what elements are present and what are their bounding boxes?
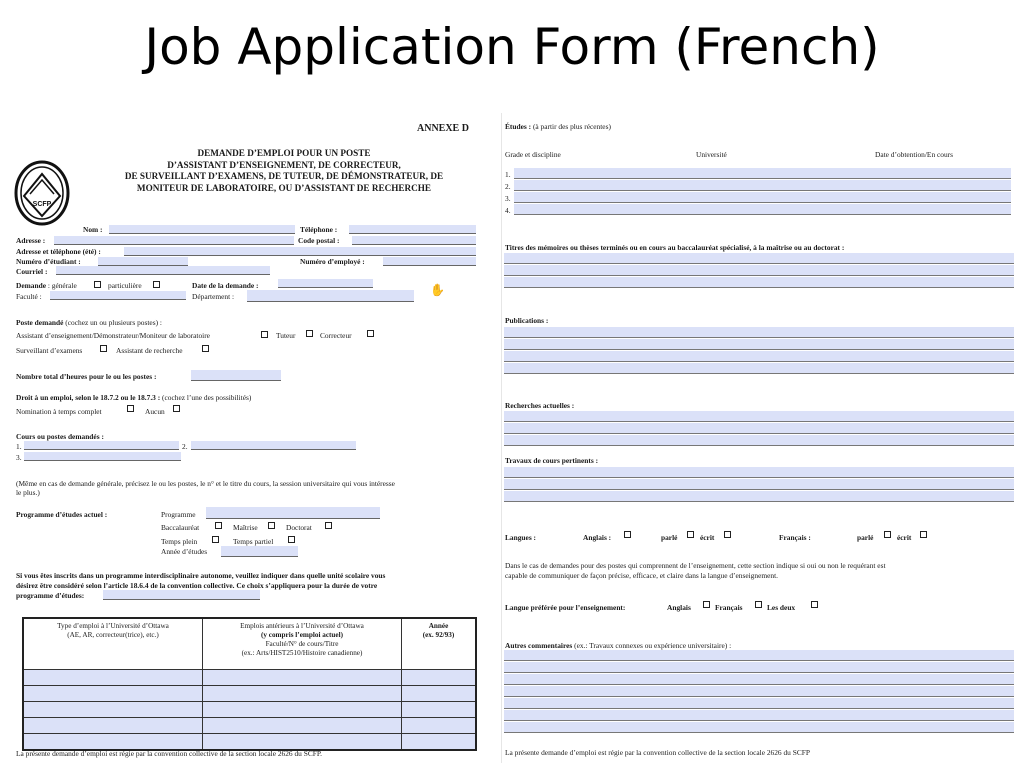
nom-field[interactable]: [109, 225, 295, 234]
commentaires-title: Autres commentaires: [505, 641, 573, 650]
cours-field-2[interactable]: [191, 441, 356, 450]
langue-pref-deux-label: Les deux: [767, 603, 796, 612]
publications-row[interactable]: [504, 327, 1014, 338]
hand-cursor-icon: ✋: [430, 283, 445, 297]
etudes-row-4[interactable]: [514, 204, 1011, 215]
header-line: DEMANDE D’EMPLOI POUR UN POSTE: [197, 148, 371, 158]
titres-row[interactable]: [504, 265, 1014, 276]
heures-field[interactable]: [191, 370, 281, 381]
nom-label: Nom :: [83, 225, 103, 234]
cours-num-1: 1.: [16, 442, 22, 451]
temps-plein-checkbox[interactable]: [212, 536, 219, 543]
travaux-row[interactable]: [504, 467, 1014, 478]
opt-tuteur-label: Tuteur: [276, 331, 296, 340]
interdisciplinaire-line: programme d’études:: [16, 591, 85, 600]
temps-plein-label: Temps plein: [161, 537, 198, 546]
titres-heading: Titres des mémoires ou thèses terminés ou en cours au baccalauréat spécialisé, à la maîtrise ou au doctorat :: [505, 243, 845, 252]
code-postal-label: Code postal :: [298, 236, 340, 245]
generale-label: : générale: [47, 281, 77, 290]
col-header-line: (ex.: Arts/HIST2510/Histoire canadienne): [241, 649, 363, 657]
table-cell[interactable]: [23, 718, 203, 734]
header-line: D’ASSISTANT D’ENSEIGNEMENT, DE CORRECTEUR,: [167, 159, 401, 170]
titres-row[interactable]: [504, 277, 1014, 288]
anglais-checkbox[interactable]: [624, 531, 631, 538]
etudes-num: 3.: [505, 194, 511, 203]
francais-ecrit-label: écrit: [897, 533, 912, 542]
table-row: [23, 702, 476, 718]
anglais-parle-label: parlé: [661, 533, 678, 542]
commentaires-row[interactable]: [504, 674, 1014, 685]
form-header: [88, 148, 480, 194]
publications-row[interactable]: [504, 351, 1014, 362]
anglais-parle-checkbox[interactable]: [687, 531, 694, 538]
recherches-heading: Recherches actuelles :: [505, 401, 575, 410]
numero-etudiant-field[interactable]: [98, 257, 188, 266]
faculte-label: Faculté :: [16, 292, 42, 301]
etudes-row-3[interactable]: [514, 192, 1011, 203]
cours-field-3[interactable]: [24, 452, 181, 461]
nomination-label: Nomination à temps complet: [16, 407, 102, 416]
demande-row: [16, 282, 77, 289]
demande-label: Demande: [16, 281, 46, 290]
telephone-field[interactable]: [349, 225, 476, 234]
col-grade-label: Grade et discipline: [505, 150, 561, 159]
table-cell[interactable]: [203, 686, 402, 702]
page-divider: [501, 113, 502, 763]
etudes-num: 4.: [505, 206, 511, 215]
table-cell[interactable]: [402, 734, 477, 751]
courriel-label: Courriel :: [16, 267, 48, 276]
table-cell[interactable]: [23, 686, 203, 702]
travaux-heading: Travaux de cours pertinents :: [505, 456, 599, 465]
interdisciplinaire-line: désirez être considéré selon l’article 18.6.4 de la convention collective. Ce choix s’appliquera pour la durée de votre: [16, 581, 378, 590]
temps-partiel-checkbox[interactable]: [288, 536, 295, 543]
header-line: MONITEUR DE LABORATOIRE, OU D’ASSISTANT DE RECHERCHE: [136, 182, 432, 193]
publications-row[interactable]: [504, 363, 1014, 374]
note-generale-line-1: (Même en cas de demande générale, précisez le ou les postes, le n° et le titre du cours, la session universitaire qui vous intéresse: [16, 479, 395, 488]
date-demande-field[interactable]: [278, 279, 373, 288]
surveillant-checkbox[interactable]: [100, 345, 107, 352]
publications-heading: Publications :: [505, 316, 549, 325]
opt-recherche-label: Assistant de recherche: [116, 346, 183, 355]
maitrise-label: Maîtrise: [233, 523, 258, 532]
recherches-row[interactable]: [504, 435, 1014, 446]
anglais-label: Anglais :: [583, 533, 612, 542]
etudes-num: 2.: [505, 182, 511, 191]
unite-scolaire-field[interactable]: [103, 590, 260, 600]
table-cell[interactable]: [23, 734, 203, 751]
opt-assistant-label: Assistant d’enseignement/Démonstrateur/Moniteur de laboratoire: [16, 331, 210, 340]
table-header-row: [23, 618, 476, 670]
langue-pref-francais-label: Français: [715, 603, 743, 612]
telephone-label: Téléphone :: [300, 225, 338, 234]
courriel-field[interactable]: [56, 266, 270, 275]
poste-heading: [16, 319, 162, 326]
droit-note: (cochez l’une des possibilités): [162, 393, 252, 402]
etudes-title: Études :: [505, 122, 532, 131]
note-generale-line-2: le plus.): [16, 488, 40, 497]
nomination-checkbox[interactable]: [127, 405, 134, 412]
adresse-label: Adresse :: [16, 236, 46, 245]
langue-pref-anglais-checkbox[interactable]: [703, 601, 710, 608]
etudes-num: 1.: [505, 170, 511, 179]
langue-pref-label: Langue préférée pour l’enseignement:: [505, 603, 626, 612]
table-cell[interactable]: [203, 718, 402, 734]
table-cell[interactable]: [23, 702, 203, 718]
table-row: [23, 734, 476, 751]
slide-title: Job Application Form (French): [144, 18, 880, 76]
poste-note: (cochez un ou plusieurs postes) :: [65, 318, 162, 327]
programme-field[interactable]: [206, 507, 380, 519]
etudes-heading: [505, 123, 611, 130]
scfp-logo: [14, 160, 70, 226]
faculte-field[interactable]: [50, 291, 186, 300]
anglais-ecrit-checkbox[interactable]: [724, 531, 731, 538]
commentaires-heading: [505, 642, 731, 649]
table-cell[interactable]: [402, 670, 477, 686]
col-date-label: Date d’obtention/En cours: [875, 150, 953, 159]
francais-label: Français :: [779, 533, 811, 542]
baccalaureat-label: Baccalauréat: [161, 523, 200, 532]
travaux-row[interactable]: [504, 479, 1014, 490]
travaux-row[interactable]: [504, 491, 1014, 502]
opt-correcteur-label: Correcteur: [320, 331, 352, 340]
commentaires-row[interactable]: [504, 698, 1014, 709]
table-cell[interactable]: [402, 686, 477, 702]
col-header-line: Emplois antérieurs à l’Université d’Ottawa: [240, 622, 364, 630]
table-cell[interactable]: [203, 670, 402, 686]
etudes-row-1[interactable]: [514, 168, 1011, 179]
col-header-line: (y compris l’emploi actuel): [260, 631, 344, 639]
doctorat-label: Doctorat: [286, 523, 312, 532]
commentaires-row[interactable]: [504, 686, 1014, 697]
date-demande-label: Date de la demande :: [192, 281, 259, 290]
langues-label: Langues :: [505, 533, 537, 542]
table-cell[interactable]: [203, 734, 402, 751]
droit-title: Droit à un emploi, selon le 18.7.2 ou le 18.7.3 :: [16, 393, 161, 402]
right-footer: La présente demande d’emploi est régie par la convention collective de la section locale 2626 du SCFP: [505, 748, 810, 757]
temps-partiel-label: Temps partiel: [233, 537, 274, 546]
correcteur-checkbox[interactable]: [367, 330, 374, 337]
francais-ecrit-checkbox[interactable]: [920, 531, 927, 538]
poste-title: Poste demandé: [16, 318, 64, 327]
table-row: [23, 670, 476, 686]
annex-label: ANNEXE D: [417, 123, 469, 134]
numero-employe-label: Numéro d’employé :: [300, 257, 365, 266]
departement-label: Département :: [192, 292, 235, 301]
col-header-annee: [402, 618, 477, 670]
header-line: DE SURVEILLANT D’EXAMENS, DE TUTEUR, DE DÉMONSTRATEUR, DE: [124, 171, 444, 181]
employment-table: [22, 617, 477, 751]
doctorat-checkbox[interactable]: [325, 522, 332, 529]
programme-heading: Programme d’études actuel :: [16, 510, 108, 519]
tuteur-checkbox[interactable]: [306, 330, 313, 337]
departement-field[interactable]: [247, 290, 414, 302]
publications-row[interactable]: [504, 339, 1014, 350]
table-cell[interactable]: [402, 718, 477, 734]
interdisciplinaire-line: Si vous êtes inscrits dans un programme interdisciplinaire autonome, veuillez indiquer dans quelle unité scolaire vous: [16, 571, 386, 580]
left-footer: La présente demande d’emploi est régie par la convention collective de la section locale 2626 du SCFP.: [16, 749, 322, 758]
cours-num-2: 2.: [182, 442, 188, 451]
recherches-row[interactable]: [504, 411, 1014, 422]
particuliere-checkbox[interactable]: [153, 281, 160, 288]
col-header-emplois: [203, 618, 402, 670]
cours-num-3: 3.: [16, 453, 22, 462]
col-header-line: (AE, AR, correcteur(trice), etc.): [67, 631, 159, 639]
col-header-line: (ex. 92/93): [422, 631, 455, 639]
annee-label: Année d’études: [161, 547, 208, 556]
commentaires-row[interactable]: [504, 710, 1014, 721]
col-universite-label: Université: [696, 150, 727, 159]
commentaires-row[interactable]: [504, 722, 1014, 733]
langue-pref-anglais-label: Anglais: [667, 603, 691, 612]
recherches-row[interactable]: [504, 423, 1014, 434]
cours-title: Cours ou postes demandés: [16, 432, 100, 441]
particuliere-label: particulière: [108, 281, 142, 290]
recherche-checkbox[interactable]: [202, 345, 209, 352]
heures-label: Nombre total d’heures pour le ou les postes :: [16, 372, 157, 381]
logo-text: SCFP: [32, 201, 52, 208]
adresse-ete-label: Adresse et téléphone (été) :: [16, 247, 101, 256]
maitrise-checkbox[interactable]: [268, 522, 275, 529]
programme-label: Programme: [161, 510, 196, 519]
numero-etudiant-label: Numéro d’étudiant :: [16, 257, 81, 266]
table-cell[interactable]: [23, 670, 203, 686]
francais-parle-label: parlé: [857, 533, 874, 542]
anglais-ecrit-label: écrit: [700, 533, 715, 542]
adresse-ete-field[interactable]: [124, 247, 476, 256]
langue-pref-francais-checkbox[interactable]: [755, 601, 762, 608]
baccalaureat-checkbox[interactable]: [215, 522, 222, 529]
enseignement-note-line-2: capable de communiquer de façon précise, efficace, et claire dans la langue d’enseignement.: [505, 571, 778, 580]
francais-parle-checkbox[interactable]: [884, 531, 891, 538]
table-cell[interactable]: [402, 702, 477, 718]
enseignement-note-line-1: Dans le cas de demandes pour des postes qui comprennent de l’enseignement, cette section indique si oui ou non le requérant est: [505, 561, 886, 570]
titres-row[interactable]: [504, 253, 1014, 264]
code-postal-field[interactable]: [352, 236, 476, 245]
adresse-field[interactable]: [54, 236, 294, 245]
table-row: [23, 718, 476, 734]
col-header-line: Année: [428, 622, 449, 630]
commentaires-row[interactable]: [504, 662, 1014, 673]
commentaires-note: (ex.: Travaux connexes ou expérience universitaire) :: [574, 641, 732, 650]
etudes-row-2[interactable]: [514, 180, 1011, 191]
col-header-type: [23, 618, 203, 670]
table-row: [23, 686, 476, 702]
numero-employe-field[interactable]: [383, 257, 476, 266]
aucun-checkbox[interactable]: [173, 405, 180, 412]
table-cell[interactable]: [203, 702, 402, 718]
annee-field[interactable]: [221, 546, 298, 557]
cours-colon: :: [101, 432, 104, 441]
etudes-note: (à partir des plus récentes): [532, 122, 611, 131]
commentaires-row[interactable]: [504, 650, 1014, 661]
col-header-line: Type d’emploi à l’Université d’Ottawa: [57, 622, 169, 630]
droit-heading: [16, 394, 251, 401]
col-header-line: Faculté/N° de cours/Titre: [265, 640, 339, 648]
cours-heading: [16, 433, 104, 440]
aucun-label: Aucun: [145, 407, 165, 416]
cours-field-1[interactable]: [24, 441, 179, 450]
opt-surveillant-label: Surveillant d’examens: [16, 346, 83, 355]
assistant-checkbox[interactable]: [261, 331, 268, 338]
langue-pref-deux-checkbox[interactable]: [811, 601, 818, 608]
generale-checkbox[interactable]: [94, 281, 101, 288]
